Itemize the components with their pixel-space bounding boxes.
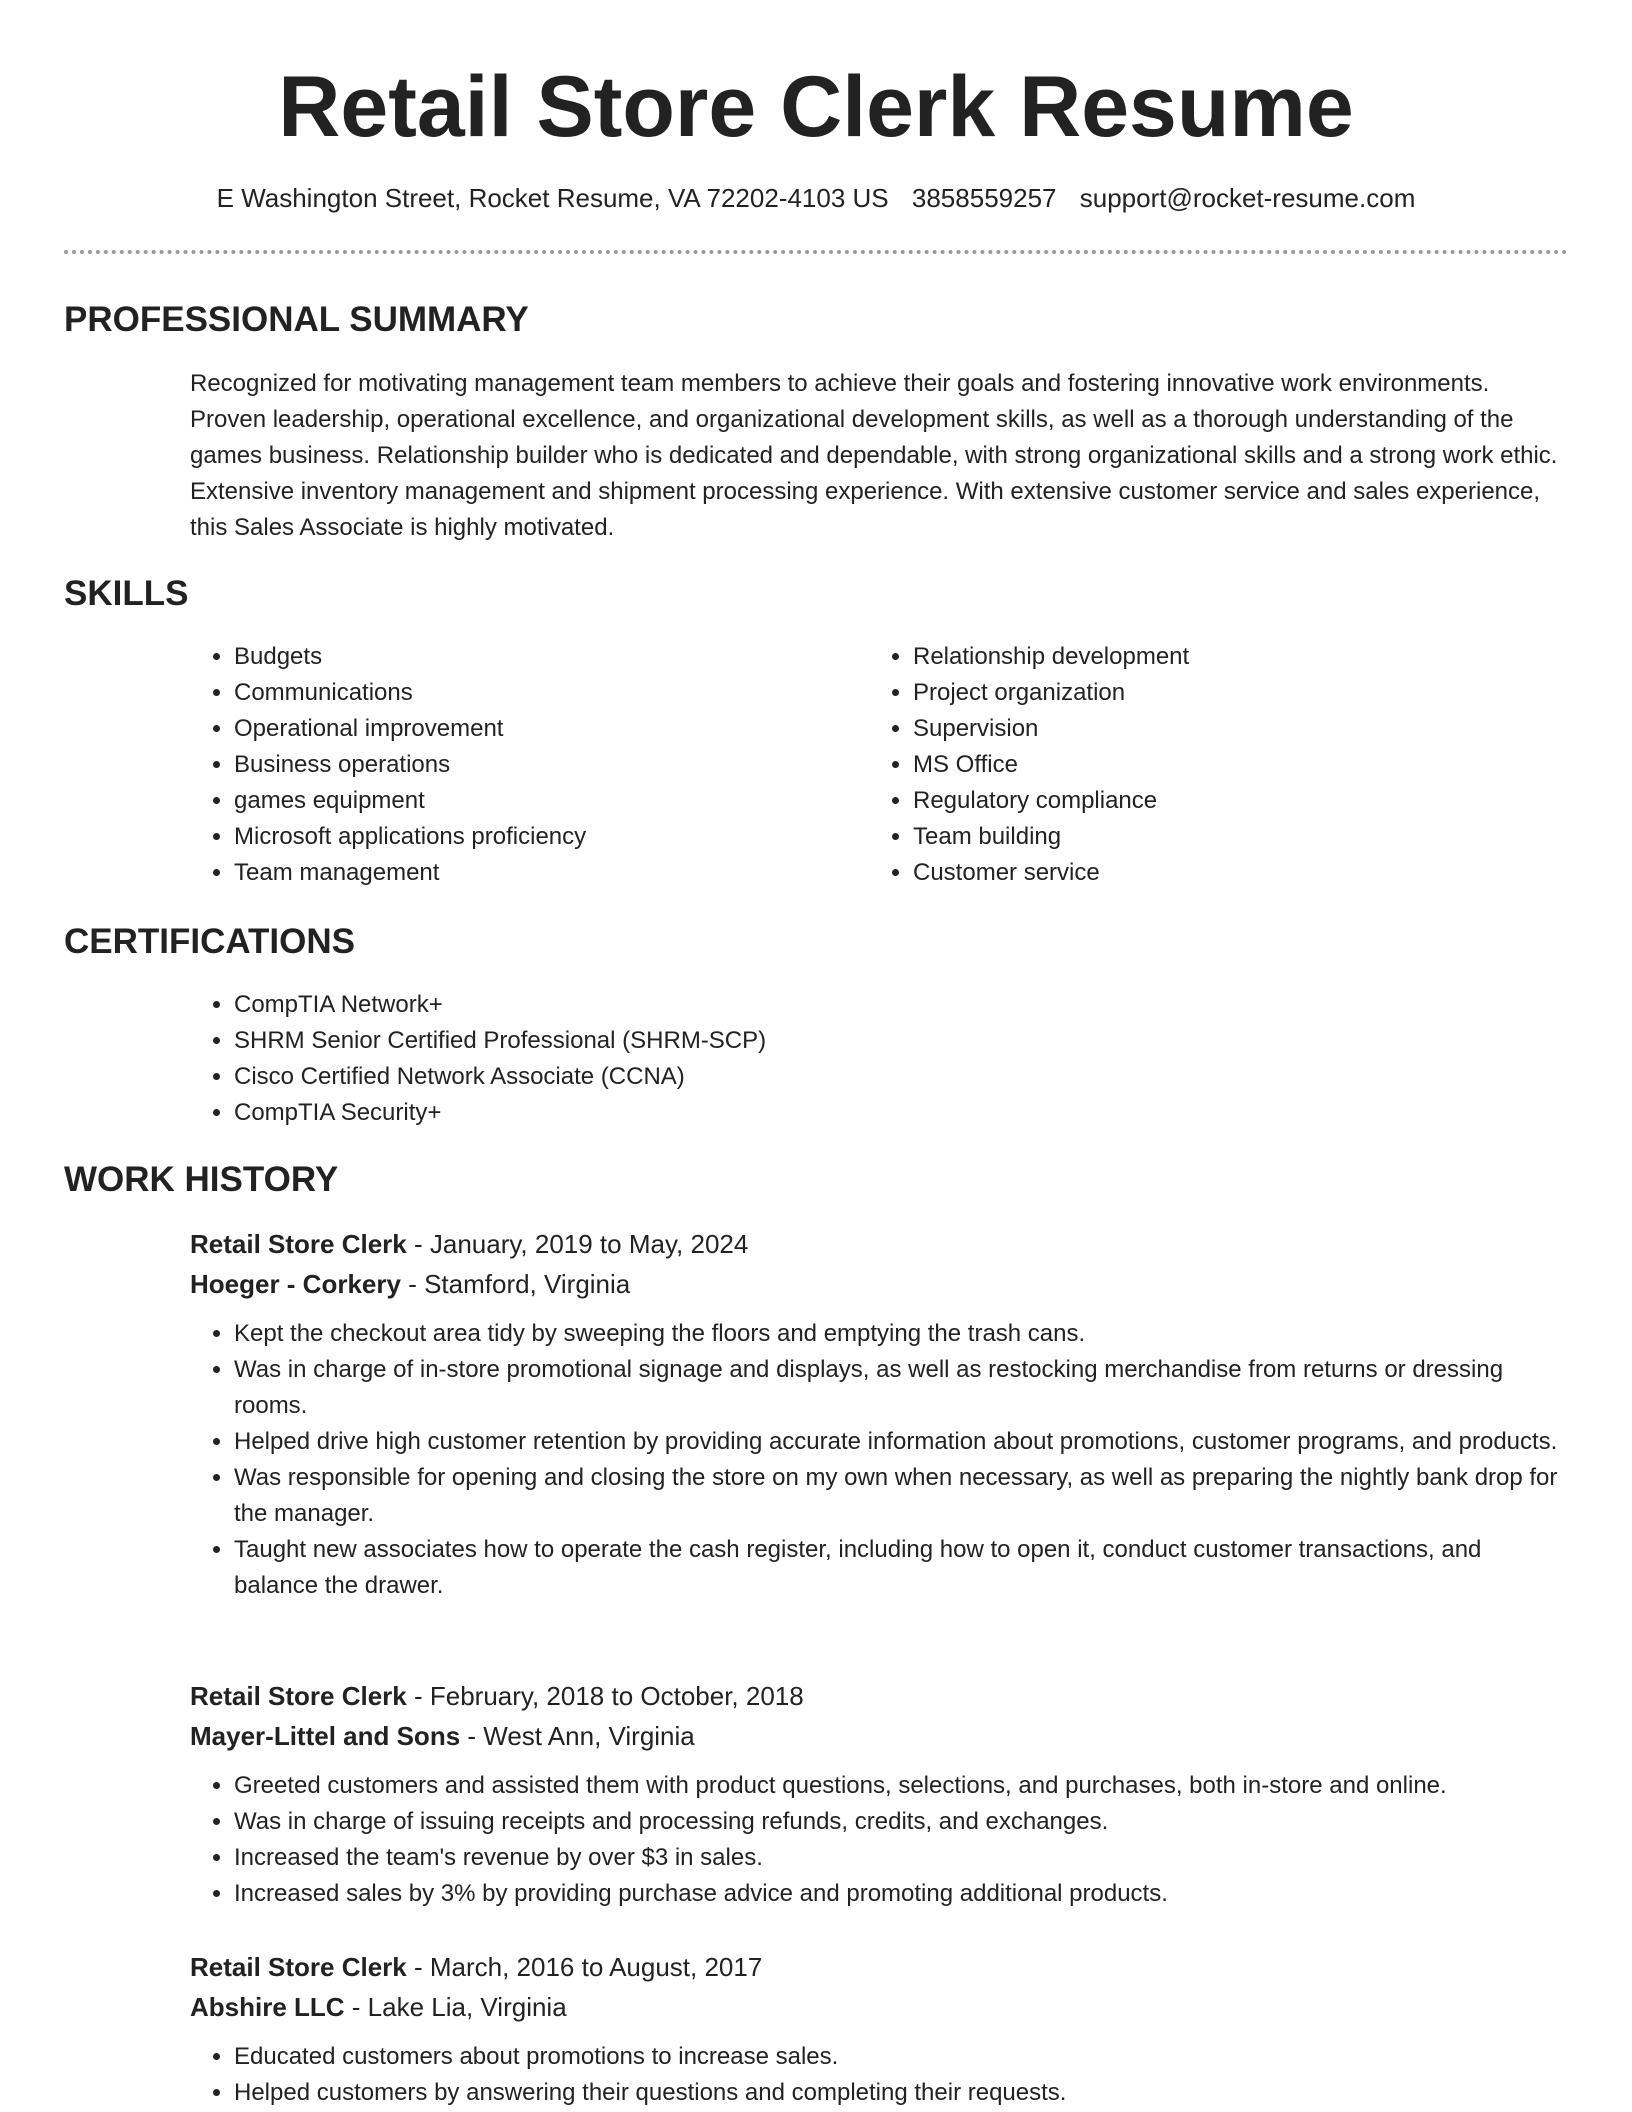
job-dates: - February, 2018 to October, 2018 xyxy=(406,1681,804,1711)
job-company: Mayer-Littel and Sons xyxy=(190,1721,461,1751)
skill-item: • MS Office xyxy=(913,747,1489,783)
skill-item: • Communications xyxy=(234,675,810,711)
skill-item: • Operational improvement xyxy=(234,711,810,747)
skill-item: • Regulatory compliance xyxy=(913,783,1489,819)
certifications-list xyxy=(190,987,1490,1131)
job-location: - Stamford, Virginia xyxy=(400,1269,631,1299)
job-entry xyxy=(190,1224,1570,1604)
job-title: Retail Store Clerk xyxy=(190,1681,407,1711)
job-bullet: • Was in charge of in-store promotional signage and displays, as well as restocking merchandise from returns or dressing rooms. xyxy=(234,1352,1570,1424)
job-bullet: • Was responsible for opening and closing the store on my own when necessary, as well as preparing the nightly bank drop for the manager. xyxy=(234,1460,1570,1532)
certification-item: • SHRM Senior Certified Professional (SHRM-SCP) xyxy=(234,1023,1490,1059)
certification-item: • Cisco Certified Network Associate (CCNA) xyxy=(234,1059,1490,1095)
job-dates: - March, 2016 to August, 2017 xyxy=(406,1952,763,1982)
skills-list-left xyxy=(190,639,810,891)
skill-item: • Customer service xyxy=(913,855,1489,891)
skill-item: • Project organization xyxy=(913,675,1489,711)
skills-column-left xyxy=(190,639,810,891)
certification-item: • CompTIA Network+ xyxy=(234,987,1490,1023)
resume-title: Retail Store Clerk Resume xyxy=(278,59,1354,155)
certifications-block xyxy=(190,987,1490,1131)
job-company: Abshire LLC xyxy=(190,1992,345,2022)
job-entry xyxy=(190,1947,1570,2111)
job-bullets xyxy=(190,1316,1570,1604)
job-bullets xyxy=(190,2039,1570,2111)
skills-heading: SKILLS xyxy=(64,574,189,613)
skill-item: • Microsoft applications proficiency xyxy=(234,819,810,855)
certification-item: • CompTIA Security+ xyxy=(234,1095,1490,1131)
job-title: Retail Store Clerk xyxy=(190,1229,407,1259)
job-company-line xyxy=(190,1716,1570,1756)
job-title-line xyxy=(190,1676,1570,1716)
contact-info xyxy=(0,180,1632,216)
job-entry xyxy=(190,1676,1570,1912)
job-title-line xyxy=(190,1224,1570,1264)
skills-list-right xyxy=(869,639,1489,891)
skill-item: • Supervision xyxy=(913,711,1489,747)
job-company-line xyxy=(190,1987,1570,2027)
job-bullet: • Was in charge of issuing receipts and processing refunds, credits, and exchanges. xyxy=(234,1804,1570,1840)
skill-item: • Budgets xyxy=(234,639,810,675)
summary-text: Recognized for motivating management team members to achieve their goals and fostering innovative work environments. Proven leadership, operational excellence, and organizational development skills, as well as a thorough understanding of the games business. Relationship builder who is dedicated and dependable, with strong organizational skills and a strong work ethic. Extensive inventory management and shipment processing experience. With extensive customer service and sales experience, this Sales Associate is highly motivated. xyxy=(190,370,1558,541)
work-history-heading: WORK HISTORY xyxy=(64,1160,339,1199)
job-bullet: • Increased sales by 3% by providing purchase advice and promoting additional products. xyxy=(234,1876,1570,1912)
job-bullet: • Educated customers about promotions to increase sales. xyxy=(234,2039,1570,2075)
skills-column-right xyxy=(869,639,1489,891)
skill-item: • Team management xyxy=(234,855,810,891)
job-bullet: • Taught new associates how to operate the cash register, including how to open it, conduct customer transactions, and balance the drawer. xyxy=(234,1532,1570,1604)
summary-heading: PROFESSIONAL SUMMARY xyxy=(64,300,529,339)
certifications-heading: CERTIFICATIONS xyxy=(64,922,356,961)
job-company-line xyxy=(190,1264,1570,1304)
job-location: - West Ann, Virginia xyxy=(460,1721,695,1751)
skill-item: • Team building xyxy=(913,819,1489,855)
job-title: Retail Store Clerk xyxy=(190,1952,407,1982)
job-title-line xyxy=(190,1947,1570,1987)
job-bullet: • Helped customers by answering their questions and completing their requests. xyxy=(234,2075,1570,2111)
job-dates: - January, 2019 to May, 2024 xyxy=(406,1229,749,1259)
contact-address: E Washington Street, Rocket Resume, VA 72202-4103 US xyxy=(216,183,889,213)
job-bullet: • Increased the team's revenue by over $3 in sales. xyxy=(234,1840,1570,1876)
contact-email: support@rocket-resume.com xyxy=(1079,183,1416,213)
skill-item: • games equipment xyxy=(234,783,810,819)
header-divider xyxy=(64,250,1568,254)
skill-item: • Relationship development xyxy=(913,639,1489,675)
job-bullet: • Kept the checkout area tidy by sweeping the floors and emptying the trash cans. xyxy=(234,1316,1570,1352)
skill-item: • Business operations xyxy=(234,747,810,783)
job-company: Hoeger - Corkery xyxy=(190,1269,401,1299)
job-bullet: • Helped drive high customer retention by providing accurate information about promotions, customer programs, and products. xyxy=(234,1424,1570,1460)
job-bullets xyxy=(190,1768,1570,1912)
job-location: - Lake Lia, Virginia xyxy=(344,1992,567,2022)
job-bullet: • Greeted customers and assisted them with product questions, selections, and purchases, both in-store and online. xyxy=(234,1768,1570,1804)
contact-phone: 3858559257 xyxy=(911,183,1057,213)
